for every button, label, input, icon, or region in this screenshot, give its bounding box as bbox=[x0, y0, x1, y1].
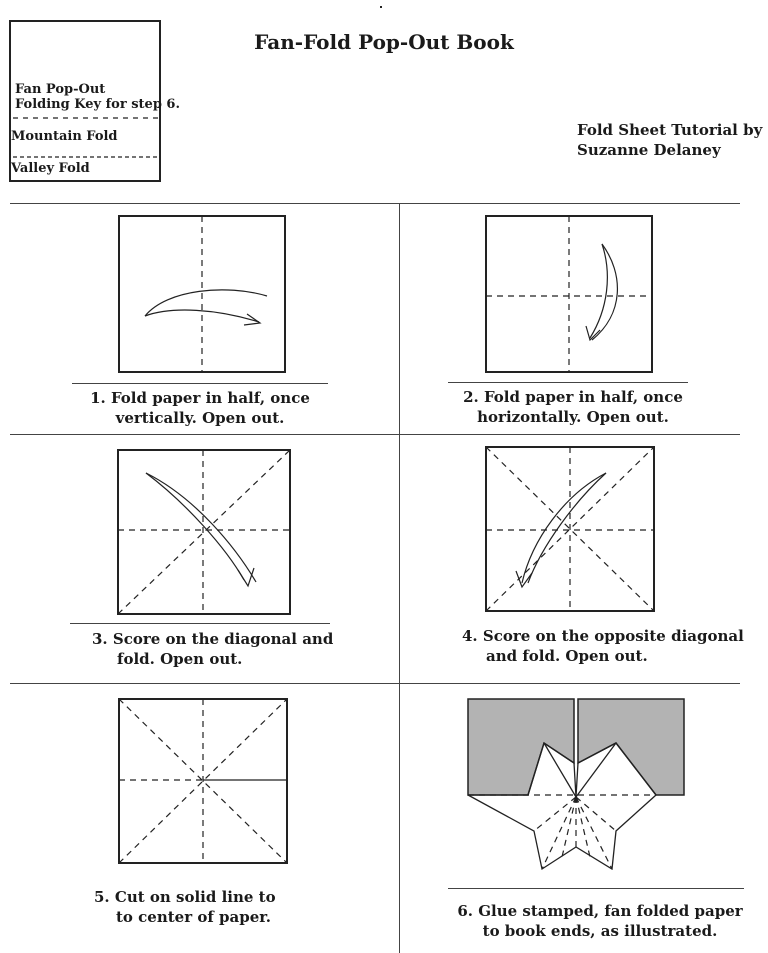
step-6-caption bbox=[440, 901, 760, 941]
step-3-caption bbox=[60, 629, 360, 669]
step-3-line-1: 3. Score on the diagonal and bbox=[92, 630, 334, 648]
step-4-caption bbox=[462, 626, 762, 666]
fold-arrow-inner bbox=[528, 473, 606, 583]
step-3-diagram bbox=[116, 448, 292, 616]
fan-fold-7 bbox=[576, 797, 616, 831]
step-2-line-2: horizontally. Open out. bbox=[477, 408, 669, 426]
fold-arrow-inner bbox=[146, 473, 244, 580]
key-valley-label: Valley Fold bbox=[11, 161, 90, 176]
step-5-line-1: 5. Cut on solid line to bbox=[94, 888, 276, 906]
grid-rule-row3 bbox=[10, 683, 740, 684]
caption-rule-6 bbox=[448, 888, 744, 889]
step-1-line-1: 1. Fold paper in half, once bbox=[90, 389, 310, 407]
step-4-line-2: and fold. Open out. bbox=[486, 647, 648, 665]
step-1-caption bbox=[40, 388, 360, 428]
ink-speck bbox=[380, 6, 382, 8]
diagonal-fold-line bbox=[118, 450, 290, 614]
folding-key-box bbox=[9, 20, 181, 182]
caption-rule-2 bbox=[448, 382, 688, 383]
grid-rule-row2 bbox=[10, 434, 740, 435]
fold-arrow-outer bbox=[592, 244, 617, 340]
grid-rule-top bbox=[10, 203, 740, 204]
arrow-head-icon bbox=[238, 568, 254, 586]
step-2-diagram bbox=[484, 214, 656, 376]
fan-fold-1 bbox=[534, 797, 576, 831]
step-4-line-1: 4. Score on the opposite diagonal bbox=[462, 627, 744, 645]
fold-arrow-outer bbox=[146, 473, 256, 582]
book-cover-left bbox=[468, 699, 574, 795]
grid-divider-vertical bbox=[399, 203, 400, 953]
step-6-line-1: 6. Glue stamped, fan folded paper bbox=[457, 902, 743, 920]
step-4-diagram bbox=[484, 445, 656, 613]
step-2-caption bbox=[408, 387, 738, 427]
key-heading: Fan Pop-Out bbox=[15, 82, 106, 97]
step-5-diagram bbox=[117, 697, 289, 865]
step-2-line-1: 2. Fold paper in half, once bbox=[463, 388, 683, 406]
step-6-diagram bbox=[466, 697, 688, 887]
step-1-line-2: vertically. Open out. bbox=[115, 409, 285, 427]
step-5-line-2: to center of paper. bbox=[116, 908, 272, 926]
key-lines bbox=[11, 22, 161, 182]
credit-text bbox=[577, 120, 762, 160]
fold-arrow-inner bbox=[590, 244, 607, 338]
page-title: Fan-Fold Pop-Out Book bbox=[254, 30, 514, 54]
key-mountain-label: Mountain Fold bbox=[11, 129, 118, 144]
step-3-line-2: fold. Open out. bbox=[117, 650, 243, 668]
key-subheading: Folding Key for step 6. bbox=[15, 97, 181, 112]
caption-rule-3 bbox=[70, 623, 330, 624]
credit-line-2: Suzanne Delaney bbox=[577, 141, 721, 159]
step-1-diagram bbox=[117, 214, 289, 376]
step-5-caption bbox=[90, 887, 340, 927]
caption-rule-1 bbox=[72, 383, 328, 384]
step-6-line-2: to book ends, as illustrated. bbox=[482, 922, 718, 940]
credit-line-1: Fold Sheet Tutorial by bbox=[577, 121, 763, 139]
book-cover-right bbox=[578, 699, 684, 795]
